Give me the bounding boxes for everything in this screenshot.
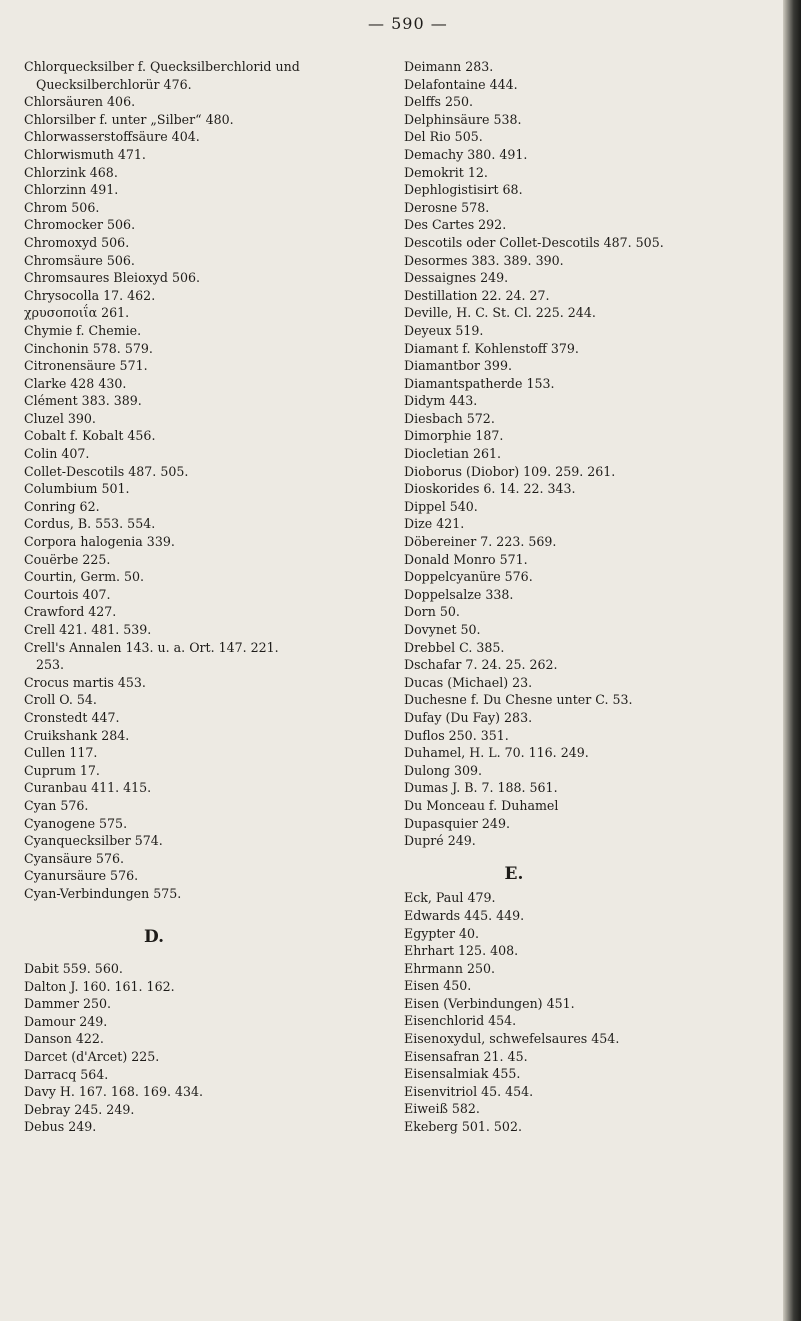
index-entry: Chromsäure 506.: [24, 252, 135, 268]
index-entry: Diocletian 261.: [404, 446, 501, 462]
index-entry: Chromoxyd 506.: [24, 234, 130, 250]
index-entry: Donald Monro 571.: [404, 551, 528, 567]
index-entry: Cyan 576.: [24, 797, 89, 813]
page-number: — 590 —: [368, 14, 448, 33]
index-entry: Eisenvitriol 45. 454.: [404, 1083, 534, 1099]
index-entry: Crocus martis 453.: [24, 674, 146, 690]
index-entry: Chlorwasserstoffsäure 404.: [24, 129, 200, 145]
index-entry: Diamantspatherde 153.: [404, 375, 555, 391]
index-entry: Dioskorides 6. 14. 22. 343.: [404, 481, 576, 497]
index-entry: Doppelcyanüre 576.: [404, 569, 533, 585]
index-entry: Dufay (Du Fay) 283.: [404, 709, 533, 725]
index-entry: Dessaignes 249.: [404, 270, 509, 286]
index-entry: Chrysocolla 17. 462.: [24, 287, 156, 303]
index-entry: Eisenoxydul, schwefelsaures 454.: [404, 1031, 620, 1047]
index-entry: Cyansäure 576.: [24, 850, 124, 866]
index-column-right: [404, 58, 782, 1136]
index-entry: Des Cartes 292.: [404, 217, 507, 233]
index-entry: Citronensäure 571.: [24, 358, 148, 374]
index-entry: Damour 249.: [24, 1013, 108, 1029]
index-entry: Dumas J. B. 7. 188. 561.: [404, 780, 558, 796]
index-column-left: [24, 58, 396, 1136]
index-entry: Dioborus (Diobor) 109. 259. 261.: [404, 463, 616, 479]
index-entry: Debus 249.: [24, 1119, 97, 1135]
index-entry: Drebbel C. 385.: [404, 639, 505, 655]
index-entry: Demachy 380. 491.: [404, 146, 528, 162]
index-entry: Egypter 40.: [404, 925, 479, 941]
index-entry: Deimann 283.: [404, 59, 494, 74]
entries-d-continued: [404, 58, 782, 850]
index-entry: Courtois 407.: [24, 586, 111, 602]
index-entry: Crawford 427.: [24, 604, 117, 620]
index-entry: Curanbau 411. 415.: [24, 780, 152, 796]
index-entry: Chlorzinn 491.: [24, 182, 119, 198]
index-entry: Darcet (d'Arcet) 225.: [24, 1049, 160, 1065]
index-entry: Colin 407.: [24, 446, 90, 462]
index-entry: Delphinsäure 538.: [404, 111, 522, 127]
index-entry: Eiweiß 582.: [404, 1101, 480, 1117]
index-entry: Dimorphie 187.: [404, 428, 504, 444]
index-entry: Chlorsäuren 406.: [24, 94, 136, 110]
index-entry: Eisen (Verbindungen) 451.: [404, 995, 575, 1011]
index-entry: Didym 443.: [404, 393, 478, 409]
index-entry: Davy H. 167. 168. 169. 434.: [24, 1084, 203, 1100]
index-entry: Delafontaine 444.: [404, 76, 518, 92]
index-entry: Cyanogene 575.: [24, 815, 128, 831]
index-entry: Destillation 22. 24. 27.: [404, 287, 550, 303]
index-entry: Dammer 250.: [24, 996, 112, 1012]
index-entry: 253.: [36, 657, 65, 673]
index-entry: Chlorsilber f. unter „Silber“ 480.: [24, 111, 234, 127]
index-entry: Descotils oder Collet-Descotils 487. 505.: [404, 234, 664, 250]
index-entry: Eisenchlorid 454.: [404, 1013, 517, 1029]
index-entry: Eisensafran 21. 45.: [404, 1048, 528, 1064]
index-entry: Cronstedt 447.: [24, 709, 120, 725]
index-entry: Dschafar 7. 24. 25. 262.: [404, 657, 558, 673]
index-entry: Doppelsalze 338.: [404, 586, 514, 602]
index-entry: Courtin, Germ. 50.: [24, 569, 145, 585]
index-entry: Diamantbor 399.: [404, 358, 512, 374]
index-entry: Dulong 309.: [404, 762, 483, 778]
entries-c: [24, 58, 396, 903]
index-entry: Diamant f. Kohlenstoff 379.: [404, 340, 579, 356]
index-entry: Chymie f. Chemie.: [24, 322, 142, 338]
index-entry: Ekeberg 501. 502.: [404, 1119, 522, 1135]
index-entry: Crell 421. 481. 539.: [24, 622, 152, 637]
index-entry: Crell's Annalen 143. u. a. Ort. 147. 221.: [24, 639, 279, 655]
index-entry: Cordus, B. 553. 554.: [24, 516, 156, 532]
index-entry: Collet-Descotils 487. 505.: [24, 463, 189, 479]
entries-e: [404, 889, 782, 1135]
index-entry: Couërbe 225.: [24, 551, 111, 567]
index-entry: Döbereiner 7. 223. 569.: [404, 534, 557, 550]
index-entry: Eck, Paul 479.: [404, 890, 496, 906]
index-entry: Chlorwismuth 471.: [24, 146, 146, 162]
index-entry: Cyanquecksilber 574.: [24, 833, 163, 849]
index-entry: Edwards 445. 449.: [404, 907, 525, 923]
index-entry: Ehrhart 125. 408.: [404, 943, 519, 959]
index-entry: Clarke 428 430.: [24, 375, 127, 391]
index-entry: Deyeux 519.: [404, 322, 484, 338]
index-entry: Dephlogistisirt 68.: [404, 182, 523, 198]
index-entry: Deville, H. C. St. Cl. 225. 244.: [404, 305, 596, 321]
index-entry: Dippel 540.: [404, 498, 478, 514]
index-entry: Chromsaures Bleioxyd 506.: [24, 270, 200, 286]
index-entry: Dovynet 50.: [404, 622, 481, 637]
index-entry: Delffs 250.: [404, 94, 474, 110]
index-entry: Debray 245. 249.: [24, 1101, 135, 1117]
index-entry: Ducas (Michael) 23.: [404, 674, 533, 690]
index-entry: Chlorzink 468.: [24, 164, 118, 180]
index-entry: Cruikshank 284.: [24, 727, 130, 743]
index-entry: Cuprum 17.: [24, 762, 100, 778]
index-entry: Cyan-Verbindungen 575.: [24, 885, 182, 901]
index-entry: Chlorquecksilber f. Quecksilberchlorid und: [24, 59, 300, 74]
index-entry: Dorn 50.: [404, 604, 460, 620]
index-entry: Desormes 383. 389. 390.: [404, 252, 564, 268]
index-entry: Eisensalmiak 455.: [404, 1066, 521, 1082]
index-entry: χρυσοποιΐα 261.: [24, 305, 130, 321]
index-entry: Demokrit 12.: [404, 164, 488, 180]
index-entry: Clément 383. 389.: [24, 393, 142, 409]
index-entry: Cluzel 390.: [24, 410, 96, 426]
index-entry: Corpora halogenia 339.: [24, 534, 175, 550]
index-entry: Derosne 578.: [404, 199, 490, 215]
index-entry: Dabit 559. 560.: [24, 961, 123, 977]
section-heading-d: D.: [143, 926, 165, 947]
index-entry: Duchesne f. Du Chesne unter C. 53.: [404, 692, 633, 708]
index-entry: Danson 422.: [24, 1031, 104, 1047]
index-entry: Dalton J. 160. 161. 162.: [24, 978, 175, 994]
index-entry: Quecksilberchlorür 476.: [36, 76, 192, 92]
index-entry: Chrom 506.: [24, 199, 100, 215]
index-entry: Cobalt f. Kobalt 456.: [24, 428, 156, 444]
index-entry: Cinchonin 578. 579.: [24, 340, 153, 356]
section-heading-e: E.: [504, 863, 524, 884]
index-entry: Dupré 249.: [404, 833, 476, 849]
index-entry: Cullen 117.: [24, 745, 98, 761]
index-entry: Du Monceau f. Duhamel: [404, 797, 559, 813]
entries-d: [24, 960, 396, 1136]
index-entry: Dize 421.: [404, 516, 465, 532]
index-entry: Duflos 250. 351.: [404, 727, 509, 743]
index-entry: Columbium 501.: [24, 481, 130, 497]
index-entry: Del Rio 505.: [404, 129, 483, 145]
index-entry: Conring 62.: [24, 498, 100, 514]
index-entry: Chromocker 506.: [24, 217, 136, 233]
index-entry: Cyanursäure 576.: [24, 868, 139, 884]
index-entry: Diesbach 572.: [404, 410, 495, 426]
book-edge: [783, 0, 801, 1321]
index-entry: Dupasquier 249.: [404, 815, 510, 831]
index-entry: Duhamel, H. L. 70. 116. 249.: [404, 745, 589, 761]
index-entry: Ehrmann 250.: [404, 960, 496, 976]
index-entry: Croll O. 54.: [24, 692, 97, 708]
index-entry: Darracq 564.: [24, 1066, 109, 1082]
index-entry: Eisen 450.: [404, 978, 472, 994]
